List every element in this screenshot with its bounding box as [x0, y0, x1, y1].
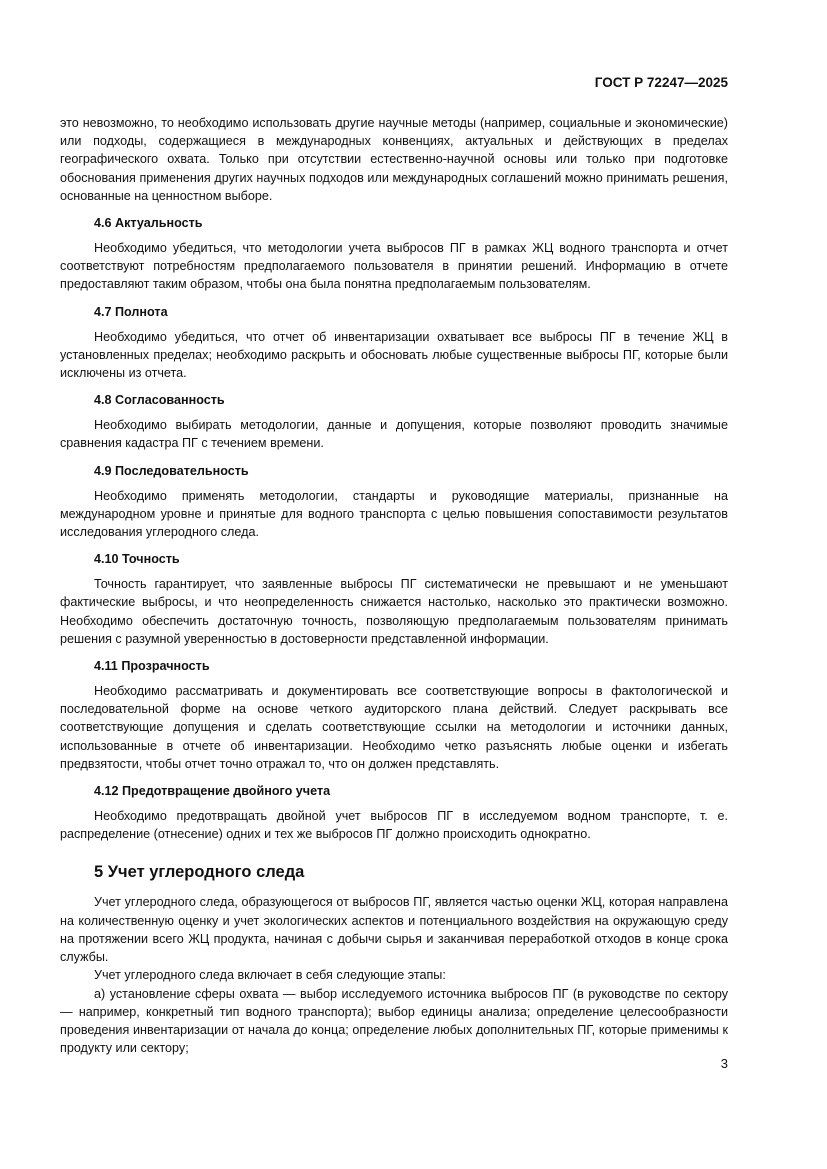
section-text-4-11: Необходимо рассматривать и документировать все соответствующие вопросы в фактологической и последовательной форме на основе четкого аудиторского плана действий. Следует раскрывать все соответствующие допущения и сделать соответствующие ссылки на методологии и источники данных, использованные в отчете об инвентаризации. Необходимо четко разъяснять любые оценки и избегать предвзятости, чтобы отчет точно отражал то, что он должен представлять. — [60, 684, 728, 771]
chapter-5-heading: 5 Учет углеродного следа — [94, 863, 305, 882]
section-text-4-9: Необходимо применять методологии, стандарты и руководящие материалы, признанные на международном уровне и принятые для водного транспорта с целью повышения сопоставимости результатов исследования углеродного следа. — [60, 488, 728, 540]
section-text-4-8: Необходимо выбирать методологии, данные и допущения, которые позволяют проводить значимые сравнения кадастра ПГ с течением времени. — [60, 418, 728, 451]
section-text-4-6: Необходимо убедиться, что методологии учета выбросов ПГ в рамках ЖЦ водного транспорта и отчет соответствуют потребностям предполагаемого пользователя в принятии решений. Информацию в отчете предоставляют таким образом, чтобы она была понятна предполагаемым пользователям. — [60, 241, 728, 292]
section-heading-4-8: 4.8 Согласованность — [94, 393, 225, 408]
chapter-5-list-item-a: а) установление сферы охвата — выбор исследуемого источника выбросов ПГ (в руководстве по сектору — например, конкретный тип водного транспорта); выбор единицы анализа; определение целесообразности проведения инвентаризации от начала до конца; определение любых дополнительных ПГ, которые применимы к продукту или сектору; — [60, 986, 728, 1056]
section-text-4-10: Точность гарантирует, что заявленные выбросы ПГ систематически не превышают и не уменьшают фактические выбросы, и что неопределенность снижается настолько, насколько это практически возможно. Необходимо обеспечить достаточную точность, позволяющую предполагаемым пользователям принимать решения с разумной уверенностью в достоверности представленной информации. — [60, 577, 728, 646]
section-text-4-12: Необходимо предотвращать двойной учет выбросов ПГ в исследуемом водном транспорте, т. е. распределение (отнесение) одних и тех же выбросов ПГ должно происходить однократно. — [60, 809, 728, 842]
intro-paragraph: это невозможно, то необходимо использовать другие научные методы (например, социальные и экономические) или подходы, содержащиеся в международных конвенциях, актуальных и действующих в пределах географического охвата. Только при отсутствии естественно-научной основы или только при подготовке обоснования применения других научных подходов или международных соглашений можно принимать решения, основанные на ценностном выборе. — [60, 116, 728, 203]
section-heading-4-6: 4.6 Актуальность — [94, 216, 203, 231]
section-heading-4-7: 4.7 Полнота — [94, 304, 168, 319]
section-heading-4-10: 4.10 Точность — [94, 552, 180, 567]
section-heading-4-12: 4.12 Предотвращение двойного учета — [94, 784, 331, 799]
document-page — [60, 0, 728, 1169]
chapter-5-paragraph-2: Учет углеродного следа включает в себя следующие этапы: — [94, 968, 446, 983]
chapter-5-paragraph-1: Учет углеродного следа, образующегося от выбросов ПГ, является частью оценки ЖЦ, которая направлена на количественную оценку и учет экологических аспектов и потенциального воздействия на окружающую среду на протяжении всего ЖЦ продукта, начиная с добычи сырья и заканчивая переработкой отходов в конце срока службы. — [60, 895, 728, 965]
section-heading-4-11: 4.11 Прозрачность — [94, 659, 210, 674]
page-number: 3 — [720, 1056, 728, 1071]
section-heading-4-9: 4.9 Последовательность — [94, 463, 249, 478]
section-text-4-7: Необходимо убедиться, что отчет об инвентаризации охватывает все выбросы ПГ в течение ЖЦ в установленных пределах; необходимо раскрыть и обосновать любые существенные выбросы ПГ, которые были исключены из отчета. — [60, 329, 728, 381]
document-header: ГОСТ Р 72247—2025 — [594, 75, 728, 90]
document-body — [60, 114, 728, 1057]
